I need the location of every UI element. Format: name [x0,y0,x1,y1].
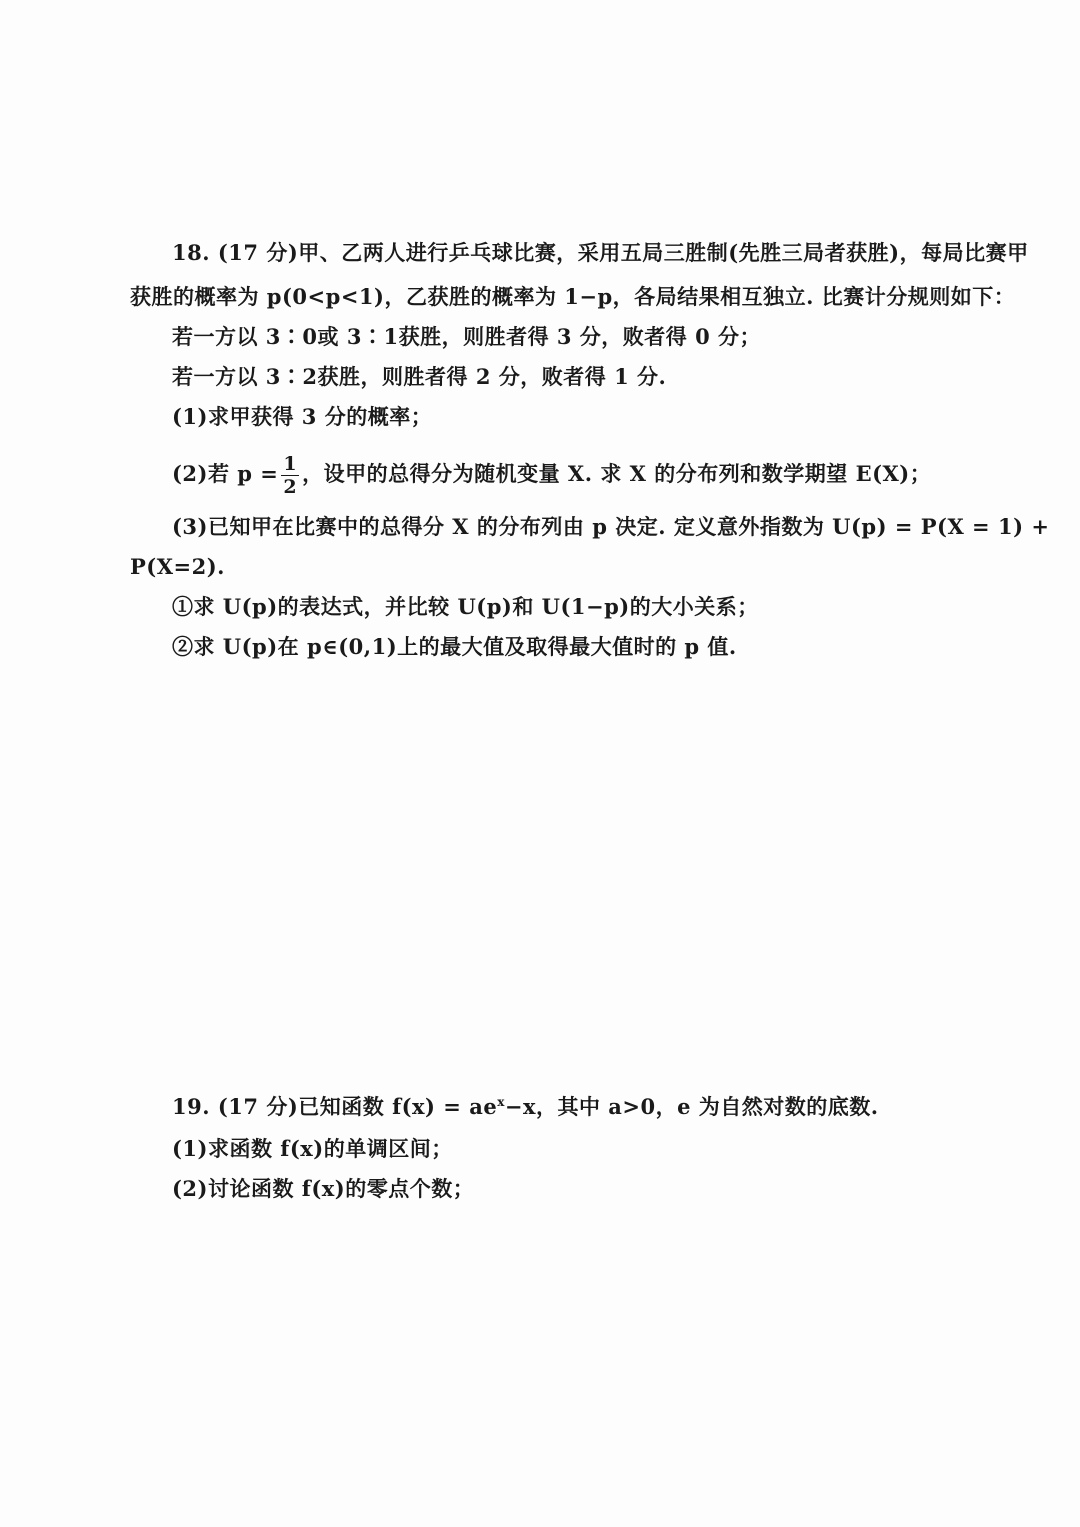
q19-part2: (2)讨论函数 f(x)的零点个数； [172,1176,475,1201]
q18-rule2: 若一方以 3∶2获胜，则胜者得 2 分，败者得 1 分. [172,364,667,389]
q18-stem-line1: 18. (17 分)甲、乙两人进行乒乓球比赛，采用五局三胜制(先胜三局者获胜)，每局比赛甲 [172,240,1029,265]
q18-stem-line2: 获胜的概率为 p(0<p<1)，乙获胜的概率为 1−p，各局结果相互独立. 比赛计分规则如下： [130,284,1016,309]
q18-subpart2: ②求 U(p)在 p∈(0,1)上的最大值及取得最大值时的 p 值. [172,634,737,659]
q18-rule1: 若一方以 3∶0或 3∶1获胜，则胜者得 3 分，败者得 0 分； [172,324,762,349]
q19-stem-prefix: 19. (17 分)已知函数 f(x) = ae [172,1094,498,1119]
q19-part1: (1)求函数 f(x)的单调区间； [172,1136,453,1161]
fraction-one-half [281,453,299,498]
q18-subpart1: ①求 U(p)的表达式，并比较 U(p)和 U(1−p)的大小关系； [172,594,759,619]
q18-part2-prefix: (2)若 p = [172,461,279,486]
q18-part3-line1: (3)已知甲在比赛中的总得分 X 的分布列由 p 决定. 定义意外指数为 U(p) = P(X = 1) + [172,514,1050,539]
q18-part2 [172,450,931,498]
fraction-denominator: 2 [283,476,298,498]
fraction-numerator: 1 [283,453,298,475]
q18-part1: (1)求甲获得 3 分的概率； [172,404,433,429]
q19-stem [172,1092,879,1122]
q18-part2-suffix: ，设甲的总得分为随机变量 X. 求 X 的分布列和数学期望 E(X)； [302,461,932,486]
q18-part3-line2: P(X=2). [130,554,225,579]
q19-stem-suffix: −x，其中 a>0，e 为自然对数的底数. [504,1094,879,1119]
q19-exponent: x [497,1095,505,1109]
